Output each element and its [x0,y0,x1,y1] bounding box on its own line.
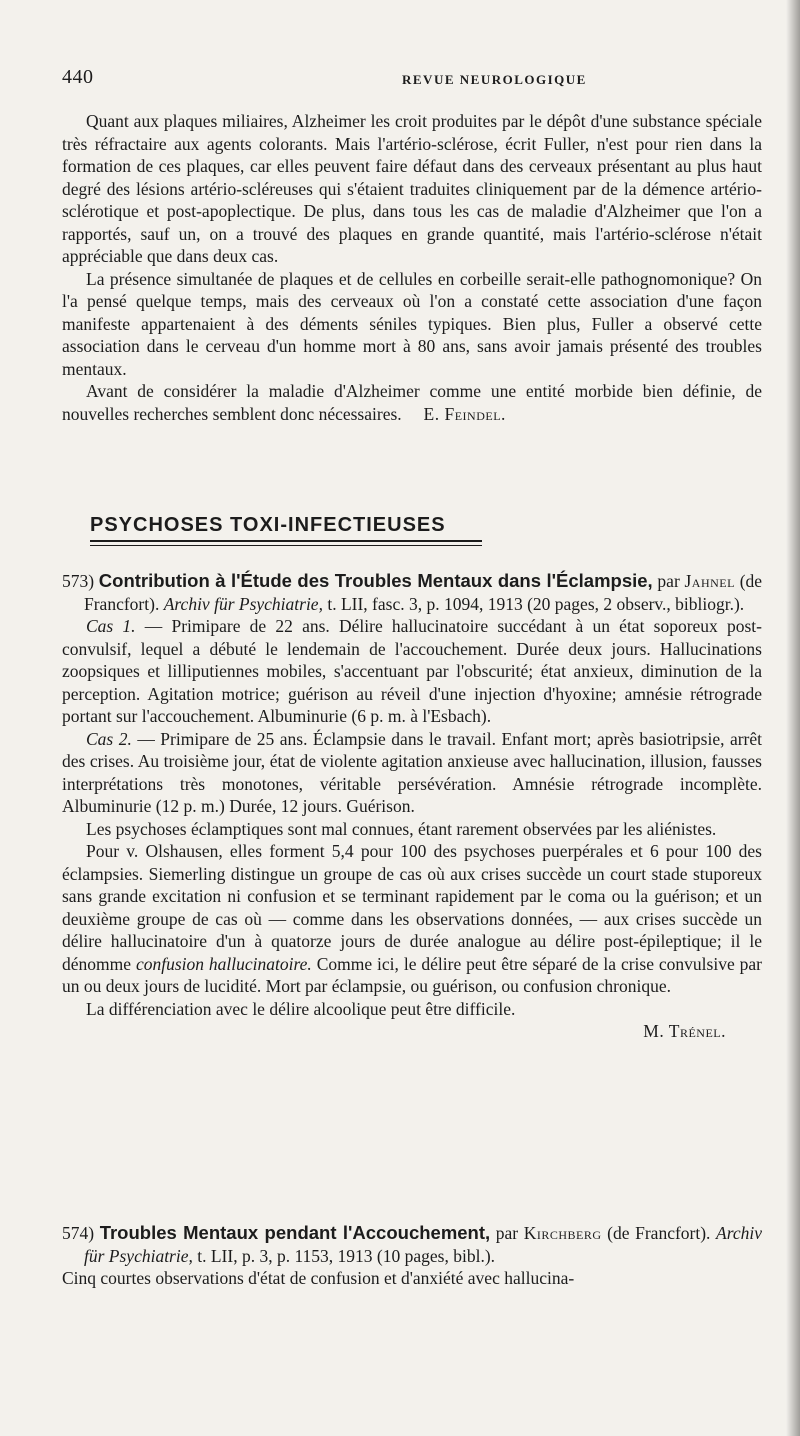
author-prefix: par [495,1223,519,1243]
paragraph-text: Avant de considérer la maladie d'Alzheimer comme une entité morbide bien définie, de nouvelles recherches semblent donc nécessaires. [62,381,762,424]
citation-details: t. LII, fasc. 3, p. 1094, 1913 (20 pages, 2 observ., bibliogr.). [327,593,745,614]
article-number: 574) [62,1223,95,1243]
paragraph: La différenciation avec le délire alcoolique peut être difficile. [86,998,516,1019]
page-number: 440 [62,66,94,88]
citation-details: t. LII, p. 3, p. 1153, 1913 (10 pages, bibl.). [197,1245,496,1266]
article-title: Troubles Mentaux pendant l'Accouchement, [99,1222,491,1243]
heading-rule [90,545,482,546]
paragraph: La présence simultanée de plaques et de cellules en corbeille serait-elle pathognomonique? On l'a pensé quelque temps, mais des cerveaux où l'on a constaté cette association d'une façon manifeste appartenaient à des déments séniles typiques. Bien plus, Fuller a observé cette association dans le cerveau d'un homme mort à 80 ans, sans avoir jamais présenté des troubles mentaux. [62,268,762,379]
journal-name: Archiv für Psychiatrie, [84,1223,763,1266]
paragraph: Cinq courtes observations d'état de confusion et d'anxiété avec hallucina- [62,1268,575,1288]
section-heading: PSYCHOSES TOXI-INFECTIEUSES [90,514,446,536]
signature: M. Trénel. [643,1021,726,1041]
paragraph: Les psychoses éclamptiques sont mal connues, étant rarement observées par les aliénistes. [86,818,717,839]
article-title: Contribution à l'Étude des Troubles Mentaux dans l'Éclampsie, [98,570,653,591]
case-text: — Primipare de 22 ans. Délire hallucinatoire succédant à un état soporeux post-convulsif, lequel a débuté le lendemain de l'accouchement. Durée deux jours. Hallucinations zoopsiques et lilliputiennes mobiles, s'accentuant par l'obscurité; état anxieux, diminution de la perception. Agitation motrice; guérison au réveil d'une injection d'hyoxine; amnésie rétrograde portant sur l'accouchement. Albuminurie (6 p. m. à l'Esbach). [62,616,762,726]
heading-rule [90,540,482,542]
paragraph-text: Comme ici, le délire peut être séparé de la crise convulsive par un ou deux jours de lucidité. Mort par éclampsie, ou guérison, ou confusion chronique. [62,953,762,996]
case-label: Cas 2. [86,728,132,749]
author-affiliation: (de Francfort). [84,571,763,614]
paragraph-text: Pour v. Olshausen, elles forment 5,4 pour 100 des psychoses puerpérales et 6 pour 100 des éclampsies. Siemerling distingue un groupe de cas où aux crises succède un court stade stuporeux sans grande excitation ni confusion et se terminant rapidement par le coma ou la guérison; et un deuxième groupe de cas où — comme dans les observations données, — aux crises succède un délire hallucinatoire d'un à quatorze jours de durée analogue au délire post-épileptique; il le dénomme [62,841,762,974]
running-title: REVUE NEUROLOGIQUE [402,72,587,87]
signature: E. Feindel. [423,403,506,424]
article-number: 573) [62,571,95,591]
article-574 [62,1222,762,1290]
author-name: Kirchberg [523,1223,602,1243]
journal-name: Archiv für Psychiatrie, [163,593,323,614]
author-name: Jahnel [684,571,735,591]
case-text: — Primipare de 25 ans. Éclampsie dans le travail. Enfant mort; après basiotripsie, arrêt des crises. Au troisième jour, état de violente agitation anxieuse avec hallucination, illusion, fausses interprétations très monotones, véritable persévération. Amnésie rétrograde incomplète. Albuminurie (12 p. m.) Durée, 12 jours. Guérison. [62,728,763,816]
article-citation [62,1222,762,1267]
paragraph [62,840,762,998]
page-header [62,66,762,96]
case-paragraph [62,615,762,728]
page-edge-shadow [786,0,800,1436]
paragraph: Quant aux plaques miliaires, Alzheimer les croit produites par le dépôt d'une substance spéciale très réfractaire aux agents colorants. Mais l'artério-sclérose, écrit Fuller, n'est pour rien dans la formation de ces plaques, car elles peuvent faire défaut dans des cerveaux présentant au plus haut degré des lésions artério-scléreuses qui s'étaient traduites cliniquement par de la démence artério-sclérotique et post-apoplectique. De plus, dans tous les cas de maladie d'Alzheimer que l'on a rapportés, sauf un, on a trouvé des plaques en grande quantité, mais l'artério-sclérose n'était appréciable que dans deux cas. [62,111,762,266]
case-label: Cas 1. [86,616,136,636]
article-citation [62,570,762,615]
author-affiliation: (de Francfort). [607,1223,711,1243]
paragraph [62,380,762,425]
term: confusion hallucinatoire. [135,953,312,974]
article-573 [62,570,762,1043]
review-continuation [62,110,762,425]
case-paragraph [62,728,762,818]
author-prefix: par [657,571,680,591]
